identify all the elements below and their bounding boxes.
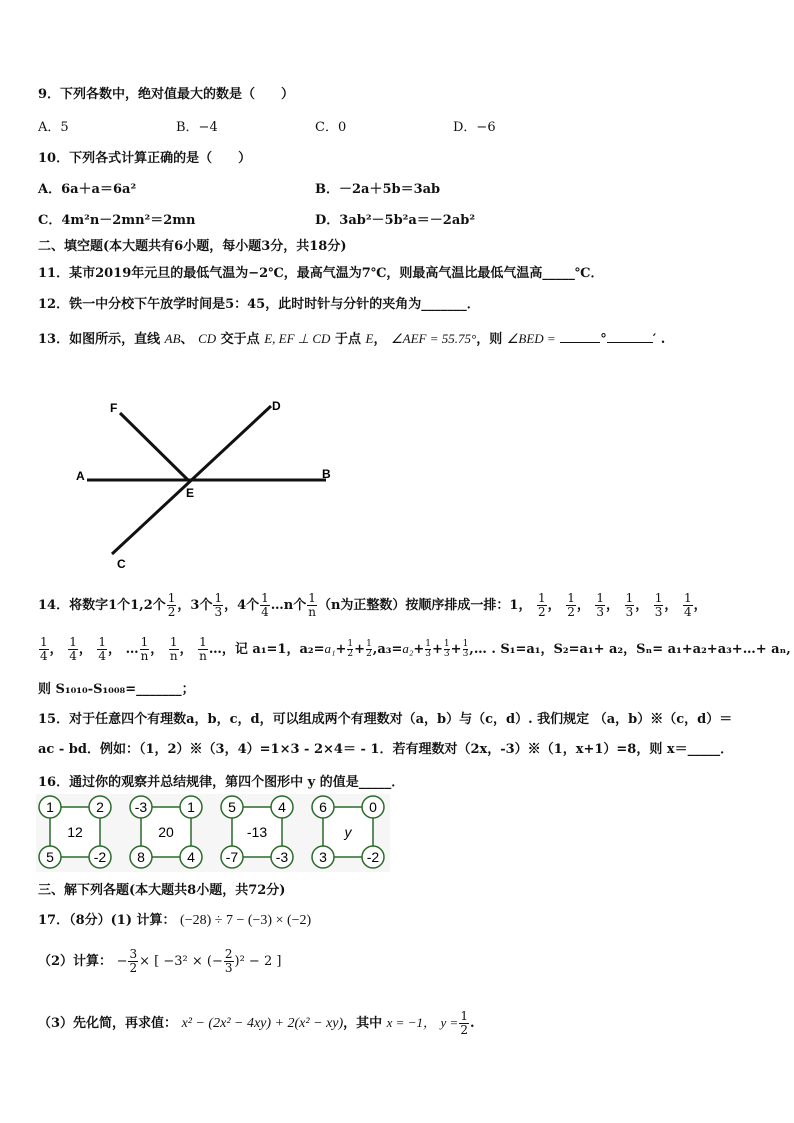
corner-value-tr: 0 xyxy=(369,799,377,815)
q17-p2-frac-3-2: $\frac{3}{2}$ xyxy=(129,947,138,975)
seq-quarter-4: $\frac{1}{4}$ xyxy=(98,635,107,663)
q13-line-cd: CD xyxy=(198,331,217,346)
q14-sums: ,… . S₁=a₁，S₂=a₁+ a₂，Sₙ= a₁+a₂+a₃+…+ aₙ, xyxy=(469,642,791,657)
corner-value-tl: 6 xyxy=(319,799,327,815)
q10-option-c[interactable]: C．4m²n－2mn²＝2mn xyxy=(38,213,196,228)
seq-n-1: $\frac{1}{n}$ xyxy=(140,635,149,663)
seq-third-1: $\frac{1}{3}$ xyxy=(596,591,605,619)
q13-blank-degrees[interactable] xyxy=(560,342,600,343)
q17-p3-where: ，其中 xyxy=(343,1016,383,1031)
seq-n-3: $\frac{1}{n}$ xyxy=(199,635,207,663)
fraction-half: $\frac{1}{2}$ xyxy=(167,591,176,619)
label-f: F xyxy=(110,401,118,415)
a2-term-2: $\frac{1}{2}$ xyxy=(366,639,372,659)
seq-n-2: $\frac{1}{n}$ xyxy=(169,635,178,663)
q9-stem: 9．下列各数中，绝对值最大的数是（ ） xyxy=(38,87,295,102)
corner-value-bl: -7 xyxy=(225,849,239,865)
a2-term-1: $\frac{1}{2}$ xyxy=(347,639,354,659)
label-b: B xyxy=(322,467,331,481)
q17-p3-expression: x² − (2x² − 4xy) + 2(x² − xy) xyxy=(181,1016,344,1031)
section-3-title: 三、解下列各题(本大题共8小题，共72分) xyxy=(38,883,286,898)
q9-option-b[interactable]: B．−4 xyxy=(176,120,218,135)
q15-line-1: 15．对于任意四个有理数a，b，c，d，可以组成两个有理数对（a，b）与（c，d）. 我们规定 （a，b）※（c，d）＝ xyxy=(38,712,733,727)
seq-half-1: $\frac{1}{2}$ xyxy=(538,591,546,619)
corner-value-tr: 2 xyxy=(96,799,104,815)
q17-p2-minus: − xyxy=(116,954,128,969)
center-value: 12 xyxy=(67,824,83,840)
q14-text-d: …n个 xyxy=(270,598,307,613)
corner-value-br: -2 xyxy=(93,849,107,865)
q14-text-c: ，4个 xyxy=(224,598,260,613)
q14-line-2: $\frac{1}{4}$ ， $\frac{1}{4}$ ， $\frac{1}{4}$ ， … $\frac{1}{n}$ ， $\frac{1}{n}$ ， $\frac{1}{n}$ …，记 a₁=1，a₂=a₁+ $\frac{1}{2}+$ $\frac{1}{2},a_3=a_2+$ $\frac{1}{3}+$ $\frac{1}{3}+$ $\frac{1}{3},\dots$ . S₁=a₁，S₂=a₁+ a₂，Sₙ= a₁+a₂+a₃+…+ aₙ, xyxy=(40,635,791,663)
center-value: 20 xyxy=(158,824,174,840)
q17-p2-middle: × [ −3² × (− xyxy=(139,954,223,969)
q13-angle-bed: ∠BED = xyxy=(506,331,556,346)
number-square-3 xyxy=(221,796,293,868)
corner-value-br: 4 xyxy=(187,849,195,865)
corner-value-tr: 4 xyxy=(278,799,286,815)
q17-p2-frac-2-3: $\frac{2}{3}$ xyxy=(224,947,233,975)
q13-text xyxy=(38,328,665,347)
q14-line-1: 14．将数字1个1,2个 $\frac{1}{2}$ ，3个 $\frac{1}{3}$ ，4个 $\frac{1}{4}$ …n个 $\frac{1}{n}$ （n为正整数）按顺序排成一排：1， $\frac{1}{2}$ ， $\frac{1}{2}$ ， $\frac{1}{3}$ ， $\frac{1}{3}$ ， $\frac{1}{3}$ ， $\frac{1}{4}$ ， xyxy=(38,591,707,619)
q17-part-1 xyxy=(38,909,311,929)
q17-p3-label: （3）先化简，再求值： xyxy=(38,1016,178,1031)
q13-minute-sign: ′ . xyxy=(652,332,666,347)
q11-text: 11．某市2019年元旦的最低气温为−2℃，最高气温为7℃，则最高气温比最低气温高_____℃． xyxy=(38,266,604,281)
q17-p3-y: y = xyxy=(440,1015,459,1030)
q13-prefix: 13．如图所示，直线 xyxy=(38,332,161,347)
section-2-title: 二、填空题(本大题共有6小题，每小题3分，共18分) xyxy=(38,239,347,254)
corner-value-tl: -3 xyxy=(134,799,148,815)
q14-line-3: 则 S₁₀₁₀-S₁₀₀₈=_______； xyxy=(38,682,195,697)
q17-p1-expression: (−28) ÷ 7 − (−3) × (−2) xyxy=(180,913,312,928)
seq-half-2: $\frac{1}{2}$ xyxy=(567,591,575,619)
q17-p3-frac-half: $\frac{1}{2}$ xyxy=(460,1009,468,1037)
q13-mid2: 于点 xyxy=(334,332,361,347)
q15-line-2: ac - bd．例如：（1，2）※（3，4）=1×3 - 2×4＝ - 1．若有理数对（2x，-3）※（1，x+1）=8，则 x＝_____． xyxy=(38,742,734,757)
q14-text-a: 14．将数字1个1,2个 xyxy=(38,598,166,613)
q14-ji: ，记 xyxy=(221,642,248,657)
number-square-2 xyxy=(130,796,202,868)
seq-quarter-3: $\frac{1}{4}$ xyxy=(69,635,77,663)
a3-term-3: $\frac{1}{3}$ xyxy=(462,639,469,659)
q16-figures xyxy=(36,794,390,872)
q17-p3-x: x = −1， xyxy=(386,1015,436,1030)
q17-p2-label: （2）计算： xyxy=(38,954,113,969)
q17-p3-end: . xyxy=(469,1016,475,1031)
label-a: A xyxy=(76,469,85,483)
q10-stem: 10．下列各式计算正确的是（ ） xyxy=(38,151,252,166)
q14-a3: ,a₃= xyxy=(372,642,403,657)
a3-term-2: $\frac{1}{3}$ xyxy=(443,639,450,659)
q10-option-b[interactable]: B．－2a＋5b＝3ab xyxy=(315,182,441,197)
corner-value-bl: 8 xyxy=(137,849,145,865)
seq-third-3: $\frac{1}{3}$ xyxy=(654,591,663,619)
label-e: E xyxy=(186,486,195,500)
fraction-1-over-n: $\frac{1}{n}$ xyxy=(308,591,316,619)
q13-mid1: 交于点 xyxy=(220,332,260,347)
q16-stem: 16．通过你的观察并总结规律，第四个图形中 y 的值是_____． xyxy=(38,775,405,790)
q9-option-a[interactable]: A．5 xyxy=(38,120,69,135)
q9-option-d[interactable]: D．−6 xyxy=(453,120,496,135)
q9-option-c[interactable]: C．0 xyxy=(315,120,347,135)
q13-comma: ， xyxy=(373,332,387,347)
q13-sep: 、 xyxy=(180,332,194,347)
ray-ef xyxy=(120,413,188,480)
corner-value-tl: 1 xyxy=(46,799,54,815)
q17-part-3 xyxy=(38,1010,474,1037)
q13-mid3: ，则 xyxy=(476,332,503,347)
corner-value-bl: 3 xyxy=(319,849,327,865)
q17-part-2 xyxy=(38,948,281,992)
q17-p2-end: )² − 2 ] xyxy=(234,954,282,969)
q13-perp: E, EF ⊥ CD xyxy=(264,331,331,346)
label-c: C xyxy=(117,557,126,571)
a3-term-1: $\frac{1}{3}$ xyxy=(425,639,432,659)
q13-point-e: E xyxy=(365,331,374,346)
q12-text: 12．铁一中分校下午放学时间是5：45，此时时针与分针的夹角为_______． xyxy=(38,297,480,312)
fraction-third: $\frac{1}{3}$ xyxy=(214,591,223,619)
corner-value-tr: 1 xyxy=(187,799,195,815)
corner-value-br: -3 xyxy=(275,849,289,865)
center-value: y xyxy=(344,824,352,840)
corner-value-br: -2 xyxy=(366,849,380,865)
q13-blank-minutes[interactable] xyxy=(607,342,653,343)
corner-value-bl: 5 xyxy=(46,849,54,865)
q14-text-e: （n为正整数）按顺序排成一排：1， xyxy=(317,598,532,613)
seq-quarter-1: $\frac{1}{4}$ xyxy=(683,591,692,619)
seq-quarter-2: $\frac{1}{4}$ xyxy=(40,635,48,663)
q13-line-ab: AB xyxy=(164,331,181,346)
corner-value-tl: 5 xyxy=(228,799,236,815)
number-square-4 xyxy=(312,796,384,868)
q14-text-b: ，3个 xyxy=(177,598,213,613)
q13-figure xyxy=(70,392,340,572)
label-d: D xyxy=(272,399,281,413)
number-square-1 xyxy=(39,796,111,868)
q10-option-a[interactable]: A．6a＋a＝6a² xyxy=(38,182,137,197)
center-value: -13 xyxy=(246,824,268,840)
q13-degree-sign: ° xyxy=(600,332,607,347)
q14-a1-a2: a₁=1，a₂= xyxy=(252,642,325,657)
seq-third-2: $\frac{1}{3}$ xyxy=(625,591,634,619)
q10-option-d[interactable]: D．3ab²－5b²a＝－2ab² xyxy=(315,213,476,228)
fraction-quarter: $\frac{1}{4}$ xyxy=(261,591,269,619)
q13-angle-aef: ∠AEF = 55.75° xyxy=(391,331,477,346)
q17-p1-label: 17．（8分）(1) 计算： xyxy=(38,913,176,928)
